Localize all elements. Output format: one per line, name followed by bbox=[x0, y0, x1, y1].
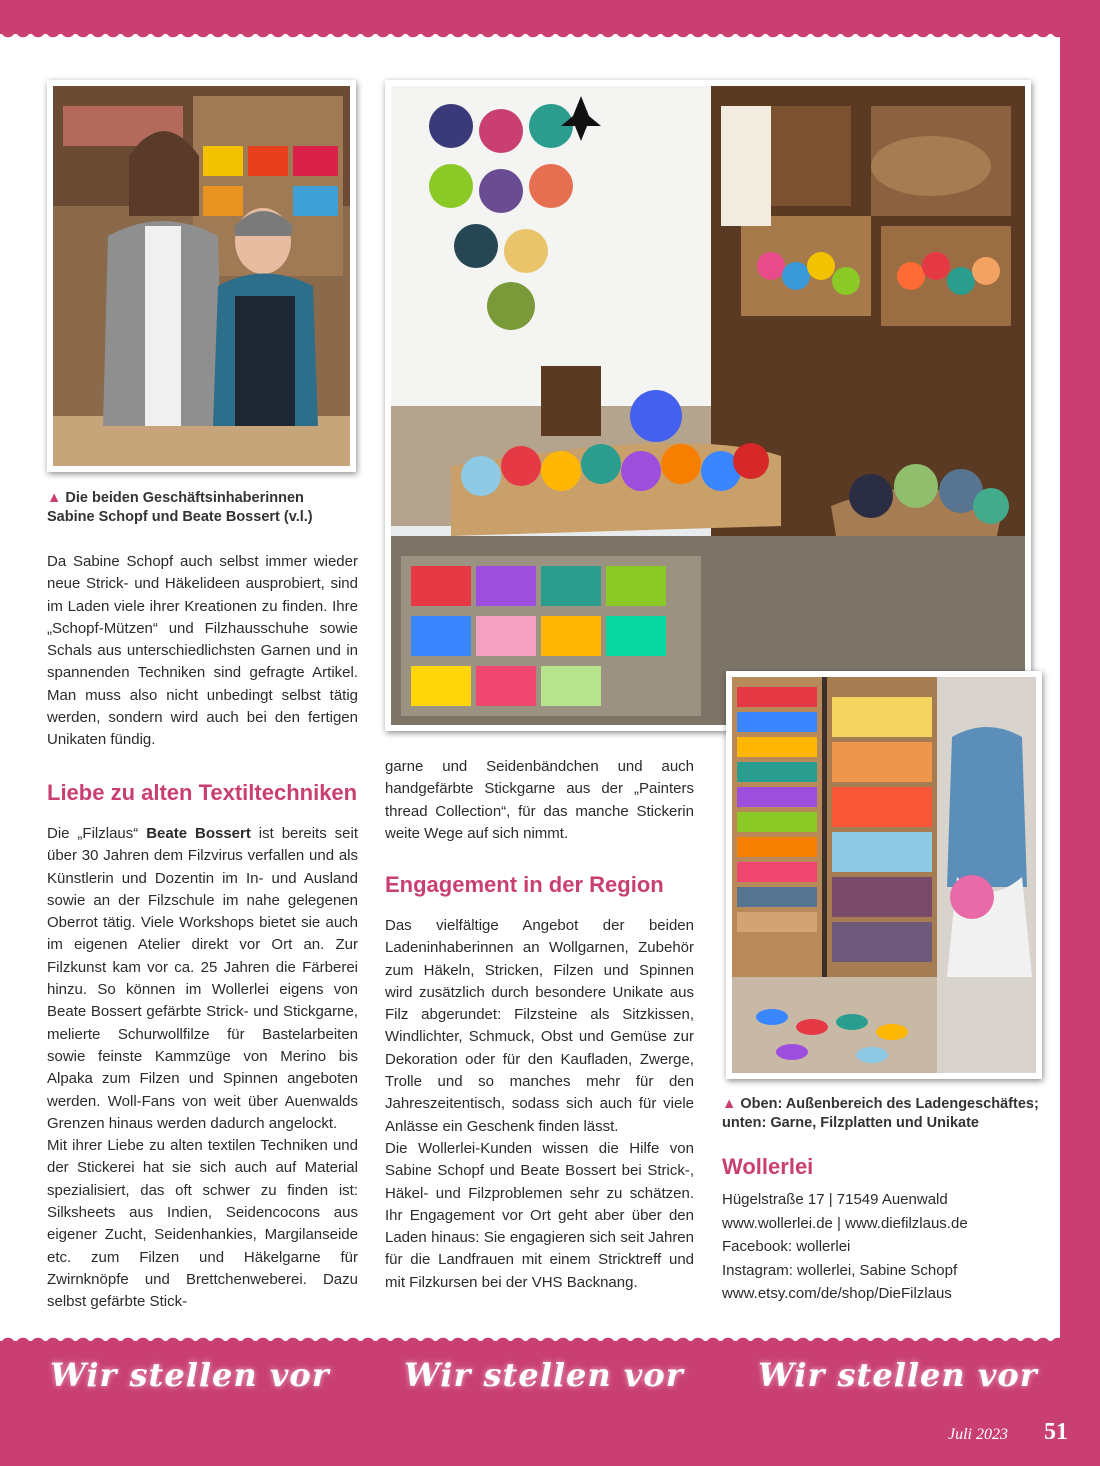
page-number: 51 bbox=[1044, 1419, 1068, 1445]
contact-etsy[interactable]: www.etsy.com/de/shop/DieFilzlaus bbox=[722, 1285, 952, 1302]
col2-paragraph-2: Die Wollerlei-Kunden wissen die Hilfe von Sabine Schopf und Beate Bossert bei Strick-, Häkel- und Filzproblemen sehr zu schätzen. Ihr Engagement vor Ort geht aber über den Laden hinaus: Sie engagieren sich seit Jahren für die Landfrauen mit einem Stricktreff und mit Filzkursen bei der VHS Backnang. bbox=[385, 1139, 694, 1291]
issue-date: Juli 2023 bbox=[948, 1426, 1008, 1443]
col2-paragraph-1: Das vielfältige Angebot der beiden Ladeninhaberinnen an Wollgarnen, Zubehör zum Häkeln, Stricken, Filzen und Spinnen wird zusätzlich durch besondere Unikate aus Filz abgerundet: Filzsteine als Sitzkissen, Windlichter, Schmuck, Obst und Gemüse zur Dekoration oder für den Kaufladen, Zwerge, Trolle und so manches mehr für den Jahreszeitentisch, sodass sich auch für viele Anlässe ein Geschenk finden lässt. bbox=[385, 917, 694, 1135]
col1-paragraph-1: Die „Filzlaus“ Beate Bossert ist bereits seit über 30 Jahren dem Filzvirus verfallen und als Künstlerin und Dozentin im In- und Ausland sowie an der Filzschule im nahe gelegenen Oberrot tätig. Viele Workshops bietet sie auch im eigenen Atelier direkt vor Ort an. Zur Filzkunst kam vor ca. 25 Jahren die Färberei hinzu. So können im Wollerlei eigens von Beate Bossert gefärbte Strick- und Stickgarne, melierte Schurwollfilze für Bastelarbeiten sowie feinste Kammzüge von Merino bis Alpaka zum Filzen und Spinnen angeboten werden. Woll-Fans von weit über Auenwalds Grenzen hinaus werden dadurch angelockt. bbox=[47, 825, 358, 1132]
contact-address: Hügelstraße 17 | 71549 Auenwald bbox=[722, 1191, 948, 1208]
bottom-scallop bbox=[0, 1333, 1060, 1345]
banner-text-3: Wir stellen vor bbox=[758, 1356, 1038, 1394]
col1-paragraph-2: Mit ihrer Liebe zu alten textilen Techniken und der Stickerei hat sie sich auch auf Material spezialisiert, das oft schwer zu finden ist: Silksheets aus Indien, Seidencocons aus eigener Zucht, Seidenhankies, Margilanseide etc. zum Filzen und Häkelgarne für Zwirnknöpfe und Brettchenweberei. Dazu selbst gefärbte Stick- bbox=[47, 1137, 358, 1311]
caption-marker-icon: ▲ bbox=[47, 490, 62, 506]
contact-instagram: Instagram: wollerlei, Sabine Schopf bbox=[722, 1261, 958, 1279]
indoor-shop-photo bbox=[726, 671, 1042, 1079]
owners-caption bbox=[47, 489, 313, 527]
top-scallop bbox=[0, 30, 1060, 42]
caption-marker-icon: ▲ bbox=[722, 1096, 737, 1112]
banner-text-2: Wir stellen vor bbox=[404, 1356, 684, 1394]
outdoor-shop-photo bbox=[385, 80, 1031, 731]
heading-wollerlei: Wollerlei bbox=[722, 1154, 814, 1179]
shop-caption bbox=[722, 1095, 1039, 1133]
heading-engagement: Engagement in der Region bbox=[385, 872, 664, 897]
col1-intro: Da Sabine Schopf auch selbst immer wieder neue Strick- und Häkelideen ausprobiert, sind im Laden viele ihrer Kreationen zu finden. Ihre „Schopf-Mützen“ und Filzhausschuhe sowie Schals aus unterschiedlichsten Garnen und in spannenden Techniken sind gefragte Artikel. Man muss also nicht unbedingt selbst tätig werden, sondern wird auch bei den fertigen Unikaten fündig. bbox=[47, 553, 358, 749]
caption-line: unten: Garne, Filzplatten und Unikate bbox=[722, 1115, 979, 1131]
owners-photo bbox=[47, 80, 356, 472]
caption-line: Oben: Außenbereich des Ladengeschäftes; bbox=[740, 1096, 1039, 1112]
col2-continuation: garne und Seidenbändchen und auch handgefärbte Stickgarne aus der „Painters thread Collection“, für das manche Stickerin weite Wege auf sich nimmt. bbox=[385, 758, 694, 842]
caption-line: Sabine Schopf und Beate Bossert (v.l.) bbox=[47, 509, 313, 525]
right-scallop bbox=[1056, 0, 1068, 1345]
caption-line: Die beiden Geschäftsinhaberinnen bbox=[65, 490, 304, 506]
col2-body bbox=[385, 915, 694, 1294]
contact-websites[interactable]: www.wollerlei.de | www.diefilzlaus.de bbox=[722, 1214, 968, 1232]
heading-textiltechniken: Liebe zu alten Textiltechniken bbox=[47, 780, 358, 805]
banner-text-1: Wir stellen vor bbox=[50, 1356, 330, 1394]
top-border bbox=[0, 0, 1060, 34]
contact-facebook: Facebook: wollerlei bbox=[722, 1238, 851, 1255]
col1-body bbox=[47, 823, 358, 1314]
contact-info bbox=[722, 1188, 968, 1306]
owner-name: Beate Bossert bbox=[146, 825, 251, 842]
